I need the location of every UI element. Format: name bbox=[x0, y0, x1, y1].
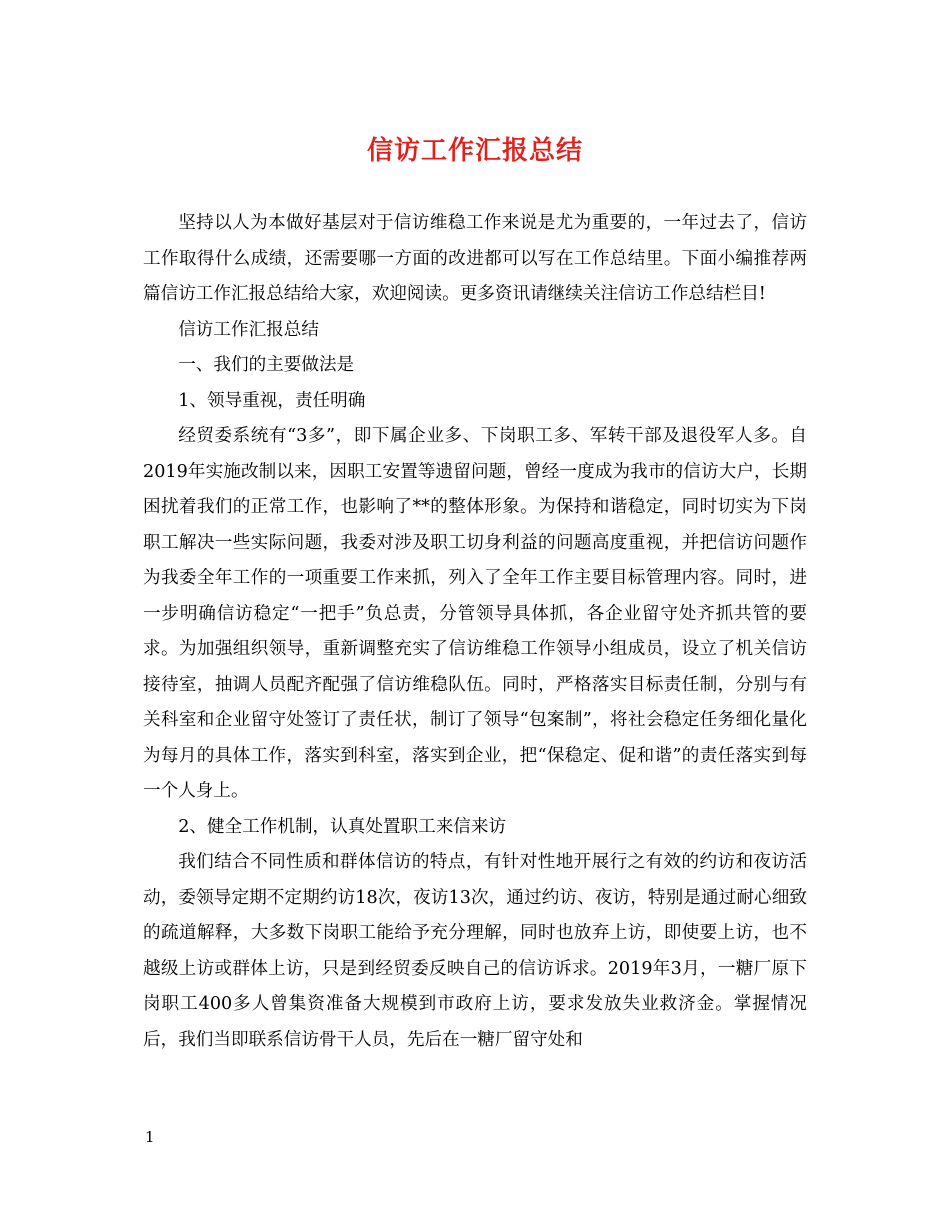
paragraph-mechanism: 我们结合不同性质和群体信访的特点，有针对性地开展行之有效的约访和夜访活动，委领导定期不定期约访18次，夜访13次，通过约访、夜访，特别是通过耐心细致的疏道解释，大多数下岗职工能给予充分理解，同时也放弃上访，即使要上访，也不越级上访或群体上访，只是到经贸委反映自己的信访诉求。2019年3月，一糖厂原下岗职工400多人曾集资准备大规模到市政府上访，要求发放失业救济金。掌握情况后，我们当即联系信访骨干人员，先后在一糖厂留守处和 bbox=[143, 852, 807, 1050]
section-heading-1: 一、我们的主要做法是 bbox=[178, 355, 355, 375]
paragraph-leadership: 经贸委系统有“3多”，即下属企业多、下岗职工多、军转干部及退役军人多。自2019年实施改制以来，因职工安置等遗留问题，曾经一度成为我市的信访大户，长期困扰着我们的正常工作，也影响了**的整体形象。为保持和谐稳定，同时切实为下岗职工解决一些实际问题，我委对涉及职工切身利益的问题高度重视，并把信访问题作为我委全年工作的一项重要工作来抓，列入了全年工作主要目标管理内容。同时，进一步明确信访稳定“一把手”负总责，分管领导具体抓，各企业留守处齐抓共管的要求。为加强组织领导，重新调整充实了信访维稳工作领导小组成员，设立了机关信访接待室，抽调人员配齐配强了信访维稳队伍。同时，严格落实目标责任制，分别与有关科室和企业留守处签订了责任状，制订了领导“包案制”，将社会稳定任务细化量化为每月的具体工作，落实到科室，落实到企业，把“保稳定、促和谐”的责任落实到每一个人身上。 bbox=[143, 426, 807, 801]
page-number: 1 bbox=[145, 1128, 155, 1146]
subsection-heading-1: 1、领导重视，责任明确 bbox=[178, 390, 366, 411]
document-title: 信访工作汇报总结 bbox=[366, 136, 583, 166]
subsection-heading-2: 2、健全工作机制，认真处置职工来信来访 bbox=[178, 816, 507, 837]
paragraph-subtitle: 信访工作汇报总结 bbox=[178, 319, 319, 340]
paragraph-intro: 坚持以人为本做好基层对于信访维稳工作来说是尤为重要的，一年过去了，信访工作取得什么成绩，还需要哪一方面的改进都可以写在工作总结里。下面小编推荐两篇信访工作汇报总结给大家，欢迎阅读。更多资讯请继续关注信访工作总结栏目! bbox=[143, 213, 807, 304]
document-body bbox=[143, 206, 807, 1058]
